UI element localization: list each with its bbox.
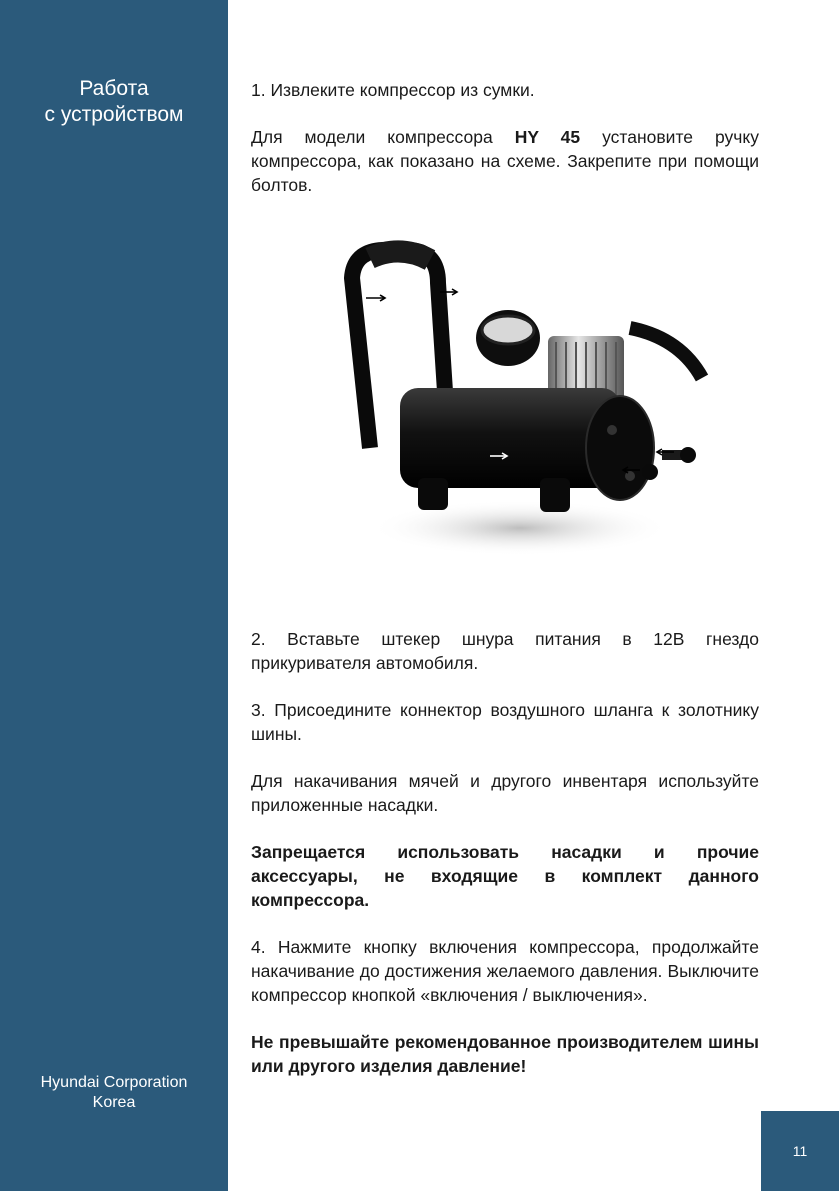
sidebar	[0, 0, 228, 1191]
nozzles-note: Для накачивания мячей и другого инвентаря используйте приложенные насадки.	[251, 771, 759, 815]
instructions-continued	[251, 627, 759, 1078]
company-line2: Korea	[92, 1094, 136, 1111]
air-compressor-icon	[330, 238, 710, 558]
warning-pressure: Не превышайте рекомендованное производителем шины или другого изделия давление!	[251, 1032, 759, 1076]
warning-accessories: Запрещается использовать насадки и прочие аксессуары, не входящие в комплект данного компрессора.	[251, 842, 759, 910]
company-name	[0, 1073, 228, 1113]
step-1: 1. Извлеките компрессор из сумки.	[251, 80, 535, 100]
company-line1: Hyundai Corporation	[40, 1074, 188, 1091]
step-3: 3. Присоедините коннектор воздушного шланга к золотнику шины.	[251, 700, 759, 744]
section-title-line1: Работа	[79, 77, 149, 100]
compressor-illustration	[330, 238, 710, 558]
handle-instruction	[251, 125, 759, 197]
page-number-box	[761, 1111, 839, 1191]
section-title-line2: с устройством	[44, 103, 184, 126]
step-2: 2. Вставьте штекер шнура питания в 12В гнездо прикуривателя автомобиля.	[251, 629, 759, 673]
model-name: HY 45	[514, 127, 581, 147]
instructions	[251, 78, 759, 197]
handle-text-post: установите ручку компрессора, как показано на схеме. Закрепите при помощи болтов.	[251, 127, 759, 195]
handle-text-pre: Для модели компрессора	[251, 127, 515, 147]
section-title	[0, 76, 228, 128]
step-4: 4. Нажмите кнопку включения компрессора, продолжайте накачивание до достижения желаемого давления. Выключите компрессор кнопкой «включения / выключения».	[251, 937, 759, 1005]
page-number: 11	[792, 1143, 808, 1159]
